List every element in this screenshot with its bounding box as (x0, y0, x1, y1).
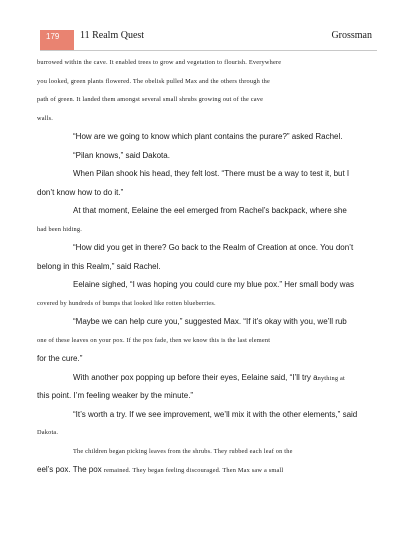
text-run: you looked, green plants flowered. The obelisk pulled Max and the others through the (37, 77, 270, 85)
text-run: burrowed within the cave. It enabled trees to grow and vegetation to flourish. Everywhere (37, 59, 282, 66)
text-line (37, 240, 383, 259)
text-line (37, 444, 383, 463)
text-run: remained. They began feeling discouraged. Then Max saw a small (103, 467, 284, 474)
text-run: “Pilan knows,” said Dakota. (73, 150, 170, 160)
text-run: “It’s worth a try. If we see improvement, we’ll mix it with the other elements,” said (73, 409, 358, 419)
text-line (37, 203, 383, 222)
text-line (37, 388, 383, 407)
text-line (37, 55, 383, 74)
text-line (37, 277, 383, 296)
text-run: eel’s pox. The pox (37, 465, 104, 474)
text-line (37, 259, 383, 278)
text-run: “How are we going to know which plant contains the purare?” asked Rachel. (73, 132, 343, 141)
page-body (37, 55, 383, 481)
text-line (37, 166, 383, 185)
text-run: walls. (37, 114, 54, 122)
text-run: “Maybe we can help cure you,” suggested Max. “If it’s okay with you, we’ll rub (73, 317, 347, 326)
text-run: nything at (317, 374, 345, 382)
text-line (37, 351, 383, 370)
text-line (37, 333, 383, 352)
text-run: path of green. It landed them amongst several small shrubs growing out of the cave (37, 96, 264, 103)
text-run: this point. I’m feeling weaker by the minute.” (37, 391, 194, 400)
text-line (37, 111, 383, 130)
text-line (37, 407, 383, 426)
text-run: “How did you get in there? Go back to the Realm of Creation at once. You don’t (73, 243, 354, 252)
text-line (37, 370, 383, 389)
text-line (37, 314, 383, 333)
text-line (37, 129, 383, 148)
text-run: Dakota. (37, 429, 59, 436)
header-divider (40, 50, 377, 51)
text-line (37, 148, 383, 167)
page-header (0, 0, 420, 50)
text-run: With another pox popping up before their eyes, Eelaine said, “I’ll try a (73, 372, 318, 382)
text-line (37, 74, 383, 93)
text-run: Eelaine sighed, “I was hoping you could cure my blue pox.” Her small body was (73, 280, 355, 289)
text-line (37, 222, 383, 241)
page-number-badge: 179 (40, 30, 74, 50)
text-run: had been hiding. (37, 225, 82, 233)
text-run: belong in this Realm,” said Rachel. (37, 261, 161, 271)
text-line (37, 462, 383, 481)
text-run: don’t know how to do it.” (37, 187, 124, 197)
text-run: At that moment, Eelaine the eel emerged from Rachel’s backpack, where she (73, 206, 347, 215)
text-line (37, 425, 383, 444)
text-line (37, 185, 383, 204)
text-run: one of these leaves on your pox. If the pox fade, then we know this is the last element (37, 336, 271, 344)
book-title: 11 Realm Quest (80, 30, 145, 41)
text-run: for the cure.” (37, 354, 83, 363)
text-line (37, 296, 383, 315)
author-name: Grossman (331, 30, 372, 41)
text-run: When Pilan shook his head, they felt lost. “There must be a way to test it, but I (73, 169, 350, 178)
text-run: covered by hundreds of bumps that looked like rotten blueberries. (37, 299, 216, 307)
text-line (37, 92, 383, 111)
text-run: The children began picking leaves from the shrubs. They rubbed each leaf on the (73, 447, 293, 455)
